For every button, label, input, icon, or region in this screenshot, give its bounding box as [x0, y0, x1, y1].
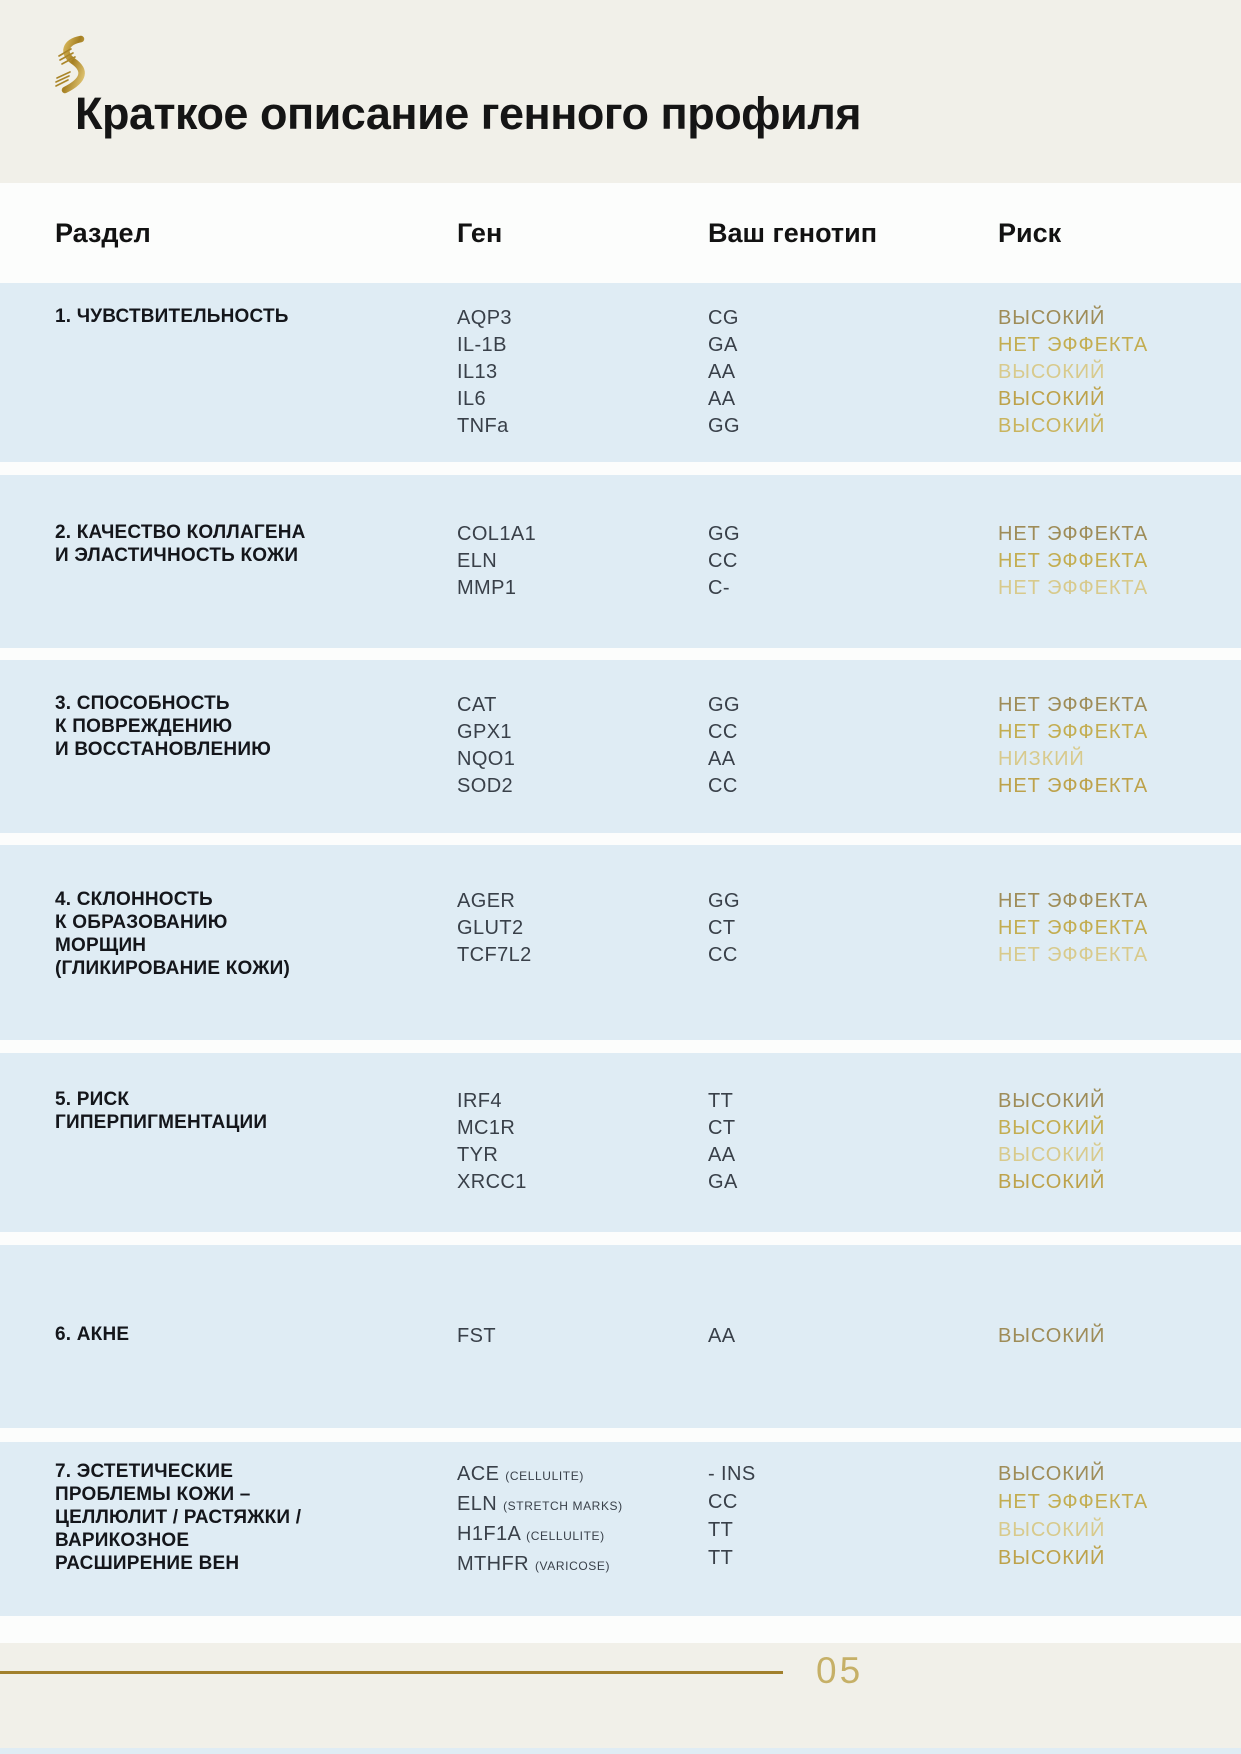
genotype-value: GG: [708, 890, 740, 912]
genotype-value: - INS: [708, 1463, 756, 1485]
genotype-list: [708, 888, 998, 969]
genotype-value: CC: [708, 775, 738, 797]
gene-name: FST: [457, 1325, 496, 1347]
gene-name: TNFa: [457, 415, 509, 437]
gene-name: ACE (CELLULITE): [457, 1463, 584, 1485]
gene-name: IL13: [457, 361, 498, 383]
risk-level: НЕТ ЭФФЕКТА: [998, 890, 1149, 912]
gene-name: H1F1A (CELLULITE): [457, 1523, 605, 1545]
gene-list: [457, 888, 708, 969]
risk-level: ВЫСОКИЙ: [998, 415, 1106, 437]
page-number: 05: [816, 1650, 864, 1691]
column-header-section: Раздел: [55, 217, 151, 248]
genotype-value: CC: [708, 550, 738, 572]
risk-list: [998, 1088, 1241, 1196]
gene-name: NQO1: [457, 748, 516, 770]
risk-level: НЕТ ЭФФЕКТА: [998, 694, 1149, 716]
section-wrinkles-glycation: [0, 845, 1241, 1040]
genotype-value: GG: [708, 415, 740, 437]
gene-list: [457, 1088, 708, 1196]
section-collagen-quality: [0, 475, 1241, 648]
gene-name: IL-1B: [457, 334, 507, 356]
risk-level: НЕТ ЭФФЕКТА: [998, 775, 1149, 797]
genotype-value: CT: [708, 917, 736, 939]
gene-name: MMP1: [457, 577, 517, 599]
genotype-value: TT: [708, 1519, 734, 1541]
gene-list: [457, 1323, 708, 1350]
risk-list: [998, 1460, 1241, 1572]
gene-name: CAT: [457, 694, 497, 716]
section-title: 6. АКНЕ: [55, 1324, 130, 1345]
genotype-value: C-: [708, 577, 730, 599]
gene-name: TYR: [457, 1144, 499, 1166]
risk-level: НЕТ ЭФФЕКТА: [998, 577, 1149, 599]
page-header: [0, 0, 1241, 183]
risk-level: ВЫСОКИЙ: [998, 1463, 1106, 1485]
bottom-edge-strip: [0, 1748, 1241, 1754]
genotype-value: AA: [708, 1144, 736, 1166]
risk-level: НЕТ ЭФФЕКТА: [998, 334, 1149, 356]
column-header-genotype: Ваш генотип: [708, 217, 878, 248]
section-title: 1. ЧУВСТВИТЕЛЬНОСТЬ: [55, 306, 289, 327]
gene-profile-table: [0, 183, 1241, 1643]
risk-list: [998, 888, 1241, 969]
gene-list: [457, 1460, 708, 1580]
risk-level: ВЫСОКИЙ: [998, 1547, 1106, 1569]
risk-level: ВЫСОКИЙ: [998, 1519, 1106, 1541]
column-header-risk: Риск: [998, 217, 1062, 248]
section-title: 3. СПОСОБНОСТЬ К ПОВРЕЖДЕНИЮ И ВОССТАНОВЛЕНИЮ: [55, 693, 271, 760]
column-header-gene: Ген: [457, 217, 503, 248]
gene-name: GPX1: [457, 721, 512, 743]
genotype-value: AA: [708, 361, 736, 383]
gene-name: MTHFR (VARICOSE): [457, 1553, 611, 1575]
gene-list: [457, 305, 708, 440]
genotype-value: CT: [708, 1117, 736, 1139]
genotype-value: AA: [708, 388, 736, 410]
gene-name: IRF4: [457, 1090, 502, 1112]
section-title: 5. РИСК ГИПЕРПИГМЕНТАЦИИ: [55, 1089, 268, 1133]
gene-name: COL1A1: [457, 523, 537, 545]
risk-level: ВЫСОКИЙ: [998, 1171, 1106, 1193]
gene-note: (CELLULITE): [505, 1469, 584, 1483]
risk-list: [998, 692, 1241, 800]
genotype-value: GG: [708, 694, 740, 716]
risk-level: ВЫСОКИЙ: [998, 1144, 1106, 1166]
gene-note: (CELLULITE): [526, 1529, 605, 1543]
genotype-value: CC: [708, 1491, 738, 1513]
section-acne: [0, 1245, 1241, 1428]
table-header-row: [0, 183, 1241, 283]
gene-name: SOD2: [457, 775, 514, 797]
risk-level: ВЫСОКИЙ: [998, 361, 1106, 383]
genotype-value: AA: [708, 748, 736, 770]
genotype-value: CC: [708, 944, 738, 966]
genotype-value: GG: [708, 523, 740, 545]
gene-name: AQP3: [457, 307, 512, 329]
gene-list: [457, 692, 708, 800]
section-damage-recovery: [0, 660, 1241, 833]
risk-level: ВЫСОКИЙ: [998, 1090, 1106, 1112]
risk-level: НИЗКИЙ: [998, 748, 1085, 770]
gene-name: XRCC1: [457, 1171, 527, 1193]
risk-level: ВЫСОКИЙ: [998, 307, 1106, 329]
page-title: Краткое описание генного профиля: [75, 88, 862, 139]
genotype-value: AA: [708, 1325, 736, 1347]
gene-list: [457, 521, 708, 602]
risk-level: НЕТ ЭФФЕКТА: [998, 917, 1149, 939]
genotype-list: [708, 1323, 998, 1350]
gene-name: GLUT2: [457, 917, 524, 939]
risk-level: ВЫСОКИЙ: [998, 1325, 1106, 1347]
genotype-value: TT: [708, 1547, 734, 1569]
genotype-list: [708, 692, 998, 800]
gene-name: ELN (STRETCH MARKS): [457, 1493, 623, 1515]
risk-list: [998, 1323, 1241, 1350]
section-aesthetic-problems: [0, 1442, 1241, 1616]
risk-level: ВЫСОКИЙ: [998, 1117, 1106, 1139]
genotype-value: CG: [708, 307, 739, 329]
section-title: 7. ЭСТЕТИЧЕСКИЕ ПРОБЛЕМЫ КОЖИ – ЦЕЛЛЮЛИТ / РАСТЯЖКИ / ВАРИКОЗНОЕ РАСШИРЕНИЕ ВЕН: [55, 1461, 302, 1574]
risk-list: [998, 305, 1241, 440]
risk-level: НЕТ ЭФФЕКТА: [998, 944, 1149, 966]
genotype-value: GA: [708, 334, 738, 356]
gene-name: TCF7L2: [457, 944, 532, 966]
genotype-list: [708, 305, 998, 440]
gene-note: (VARICOSE): [534, 1559, 611, 1573]
section-title: 4. СКЛОННОСТЬ К ОБРАЗОВАНИЮ МОРЩИН (ГЛИКИРОВАНИЕ КОЖИ): [55, 889, 290, 979]
gene-name: ELN: [457, 550, 498, 572]
section-hyperpigmentation: [0, 1053, 1241, 1232]
gene-note: (STRETCH MARKS): [503, 1499, 623, 1513]
risk-level: ВЫСОКИЙ: [998, 388, 1106, 410]
genotype-list: [708, 1460, 998, 1572]
gene-name: IL6: [457, 388, 487, 410]
section-sensitivity: [0, 283, 1241, 462]
gene-name: MC1R: [457, 1117, 516, 1139]
genotype-value: CC: [708, 721, 738, 743]
genotype-list: [708, 521, 998, 602]
risk-list: [998, 521, 1241, 602]
genotype-value: GA: [708, 1171, 738, 1193]
section-title: 2. КАЧЕСТВО КОЛЛАГЕНА И ЭЛАСТИЧНОСТЬ КОЖИ: [55, 522, 306, 566]
risk-level: НЕТ ЭФФЕКТА: [998, 721, 1149, 743]
risk-level: НЕТ ЭФФЕКТА: [998, 550, 1149, 572]
risk-level: НЕТ ЭФФЕКТА: [998, 523, 1149, 545]
genotype-value: TT: [708, 1090, 734, 1112]
footer-divider-line: [0, 1671, 783, 1674]
genotype-list: [708, 1088, 998, 1196]
gene-name: AGER: [457, 890, 516, 912]
risk-level: НЕТ ЭФФЕКТА: [998, 1491, 1149, 1513]
